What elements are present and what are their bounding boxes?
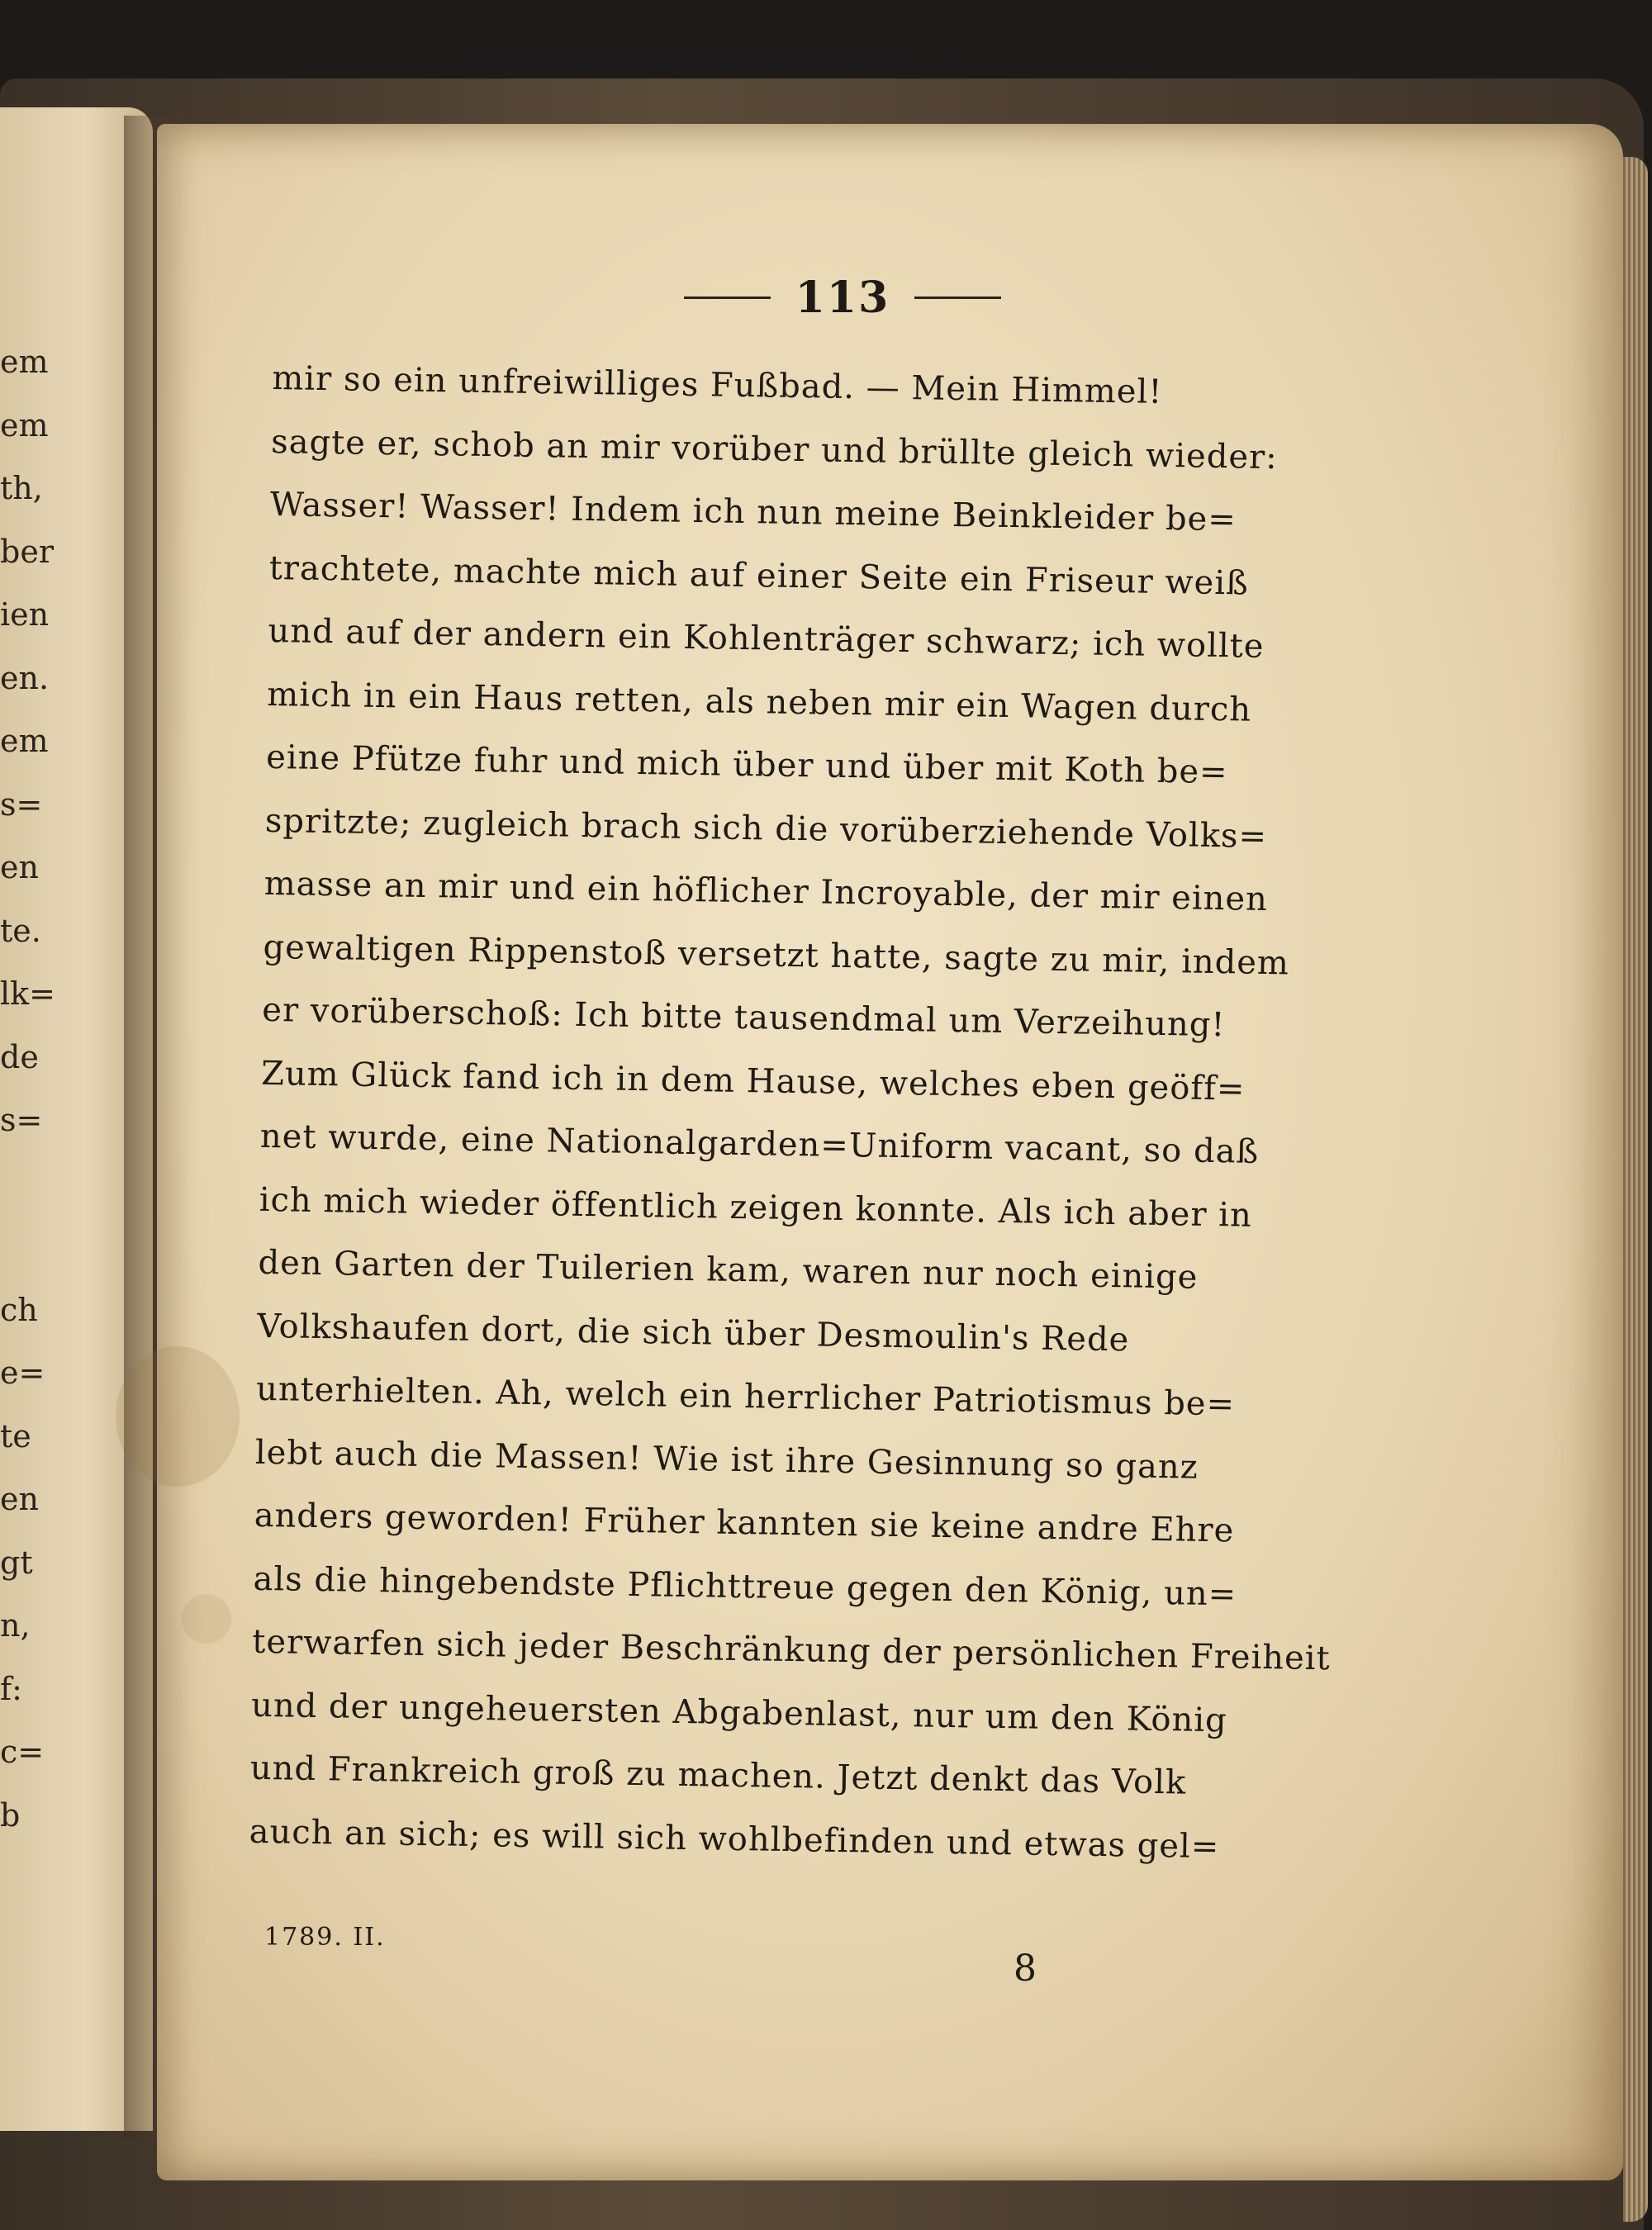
text-line: mir so ein unfreiwilliges Fußbad. — Mein Himmel! [272, 358, 1163, 411]
left-page-fragment: em [0, 406, 49, 444]
right-page [157, 124, 1623, 2180]
text-line: den Garten der Tuilerien kam, waren nur noch einige [258, 1243, 1199, 1297]
sheet-number: 8 [1014, 1948, 1037, 1990]
left-page-fragment: n, [0, 1607, 31, 1644]
text-line: er vorüberschoß: Ich bitte tausendmal um Verzeihung! [262, 990, 1226, 1045]
left-page-fragment: gt [0, 1544, 33, 1581]
left-page-fragment [0, 1152, 50, 1216]
left-page-fragment: th, [0, 470, 43, 506]
text-line: trachtete, machte mich auf einer Seite ein Friseur weiß [268, 548, 1250, 603]
water-stain [116, 1346, 240, 1487]
left-page-fragment: ien [0, 596, 50, 633]
left-page-fragment: f: [0, 1670, 22, 1707]
text-line: gewaltigen Rippenstoß versetzt hatte, sagte zu mir, indem [263, 928, 1290, 982]
page-number: 113 [795, 272, 890, 323]
left-page-fragment: s= [0, 1102, 43, 1138]
text-line: Zum Glück fand ich in dem Hause, welches eben geöff= [260, 1054, 1246, 1108]
text-line: und Frankreich groß zu machen. Jetzt denkt das Volk [249, 1748, 1187, 1802]
left-page-fragment: te. [0, 912, 41, 949]
text-line: lebt auch die Massen! Wie ist ihre Gesinnung so ganz [254, 1433, 1199, 1487]
left-page-fragment: te [0, 1417, 31, 1454]
left-page-fragment [0, 1215, 50, 1279]
text-line: als die hingebendste Pflichttreue gegen den König, un= [253, 1559, 1237, 1614]
signature-mark: 1789. II. [264, 1923, 386, 1952]
left-page-fragment: ch [0, 1291, 38, 1328]
text-line: eine Pfütze fuhr und mich über und über mit Koth be= [265, 738, 1228, 792]
left-page-text [0, 330, 56, 1847]
text-line: anders geworden! Früher kannten sie keine andre Ehre [254, 1496, 1235, 1550]
left-page-fragment: em [0, 723, 49, 759]
body-text [249, 347, 1429, 1881]
left-page-fragment: ber [0, 533, 54, 570]
text-line: net wurde, eine Nationalgarden=Uniform vacant, so daß [259, 1117, 1260, 1171]
text-line: Wasser! Wasser! Indem ich nun meine Beinkleider be= [269, 485, 1237, 539]
text-line: und auf der andern ein Kohlenträger schwarz; ich wollte [268, 611, 1265, 666]
text-line: spritzte; zugleich brach sich die vorüberziehende Volks= [264, 801, 1268, 856]
left-page-fragment: e= [0, 1355, 45, 1391]
header-rule-right [914, 297, 1001, 299]
left-page-fragment: b [0, 1796, 21, 1834]
left-page-fragment: de [0, 1038, 39, 1075]
text-line: und der ungeheuersten Abgabenlast, nur um den König [250, 1686, 1228, 1739]
left-page-fragment: em [0, 344, 49, 380]
text-line: auch an sich; es will sich wohlbefinden und etwas gel= [249, 1812, 1220, 1866]
text-line: mich in ein Haus retten, als neben mir ein Wagen durch [267, 675, 1252, 729]
left-page-fragment: en. [0, 659, 50, 696]
text-line: masse an mir und ein höflicher Incroyable, der mir einen [263, 864, 1269, 919]
page-edges [1623, 157, 1648, 2222]
text-line: terwarfen sich jeder Beschränkung der persönlichen Freiheit [252, 1622, 1331, 1678]
water-stain [182, 1594, 231, 1644]
page-header [595, 264, 1090, 330]
left-page-fragment: s= [0, 785, 43, 823]
left-page-fragment: en [0, 849, 39, 885]
header-rule-left [684, 297, 771, 299]
left-page-fragment: lk= [0, 975, 56, 1012]
text-line: ich mich wieder öffentlich zeigen konnte. Als ich aber in [259, 1180, 1253, 1235]
left-page-fragment: c= [0, 1734, 45, 1770]
left-page-fragment: en [0, 1481, 39, 1517]
text-line: unterhielten. Ah, welch ein herrlicher Patriotismus be= [255, 1369, 1236, 1424]
text-line: Volkshaufen dort, die sich über Desmoulin's Rede [257, 1307, 1130, 1359]
text-line: sagte er, schob an mir vorüber und brüllte gleich wieder: [270, 422, 1279, 477]
